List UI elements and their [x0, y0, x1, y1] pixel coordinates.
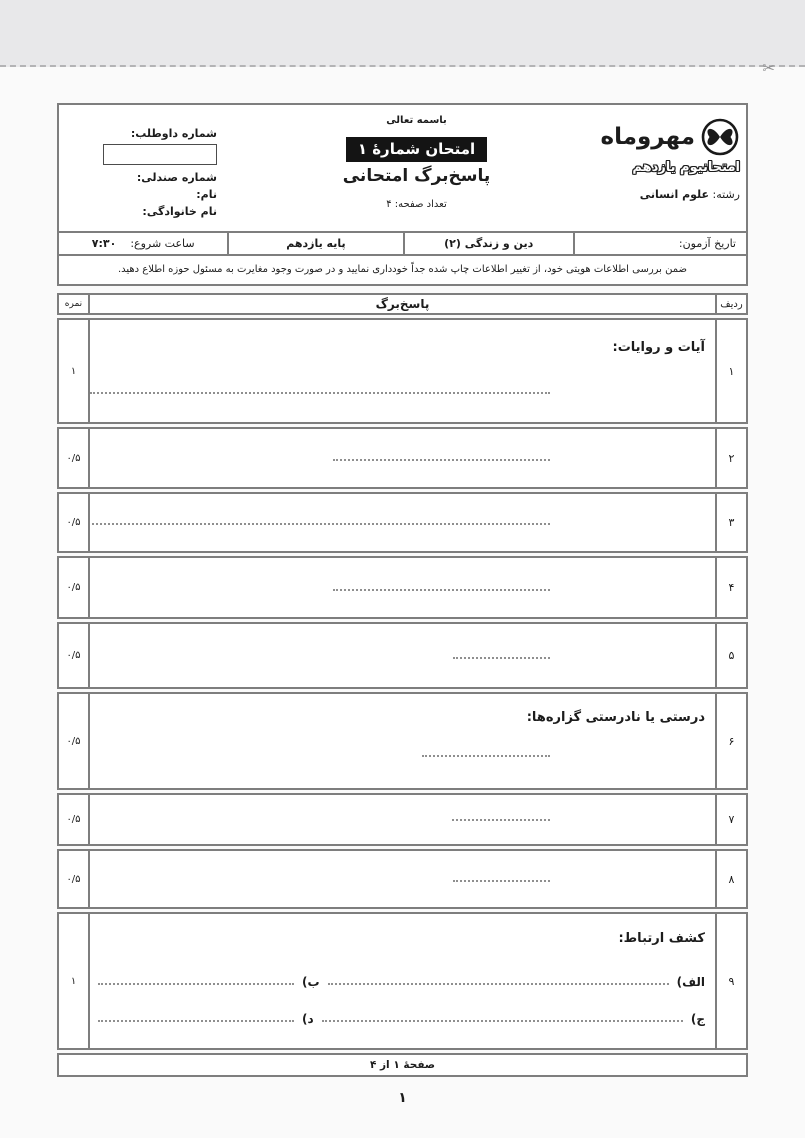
row-title: کشف ارتباط:	[618, 931, 705, 946]
row-score: ۱	[59, 320, 90, 422]
exam-number-badge: امتحان شمارۀ ۱	[346, 137, 487, 162]
index-column-header: ردیف	[715, 295, 746, 313]
student-fields	[59, 105, 287, 231]
candidate-number-input[interactable]	[103, 144, 217, 165]
row-index: ۸	[715, 851, 746, 907]
answer-line	[98, 983, 294, 985]
row-content	[90, 694, 715, 788]
answer-line	[322, 1020, 683, 1022]
last-name-label: نام خانوادگی:	[142, 205, 217, 218]
row-score: ۱	[59, 914, 90, 1048]
option-c-label: ج)	[690, 1012, 705, 1026]
butterfly-logo-icon	[700, 117, 740, 157]
answer-pair-line-1	[98, 973, 705, 991]
answer-row-4	[57, 556, 748, 619]
bismillah-text: باسمه تعالی	[386, 115, 447, 126]
page-count-text: تعداد صفحه: ۴	[386, 199, 447, 210]
row-score: ۰/۵	[59, 558, 90, 617]
row-index: ۷	[715, 795, 746, 844]
candidate-number-label: شماره داوطلب:	[130, 127, 217, 140]
brand-series: امتحانیوم یازدهم	[632, 160, 740, 175]
answer-row-3	[57, 492, 748, 553]
cut-strip	[0, 0, 805, 77]
start-time-value: ۷:۳۰	[91, 237, 117, 250]
row-index: ۳	[715, 494, 746, 551]
sheet-header	[57, 103, 748, 286]
row-score: ۰/۵	[59, 851, 90, 907]
answer-sheet	[57, 103, 748, 1077]
option-a-label: الف)	[676, 975, 705, 989]
score-column-header: نمره	[59, 295, 90, 313]
answer-row-5	[57, 622, 748, 689]
answer-line	[452, 819, 550, 821]
row-score: ۰/۵	[59, 795, 90, 844]
identity-notice: ضمن بررسی اطلاعات هویتی خود، از تغییر اطلاعات چاپ شده جداً خودداری نمایید و در صورت وجود مغایرت به مسئول حوزه اطلاع دهید.	[117, 264, 688, 275]
option-b-label: ب)	[302, 975, 320, 989]
header-titles	[287, 105, 546, 231]
row-content	[90, 795, 715, 844]
answer-row-7	[57, 793, 748, 846]
row-content	[90, 851, 715, 907]
answer-sheet-title: پاسخ‌برگ امتحانی	[342, 166, 491, 186]
row-index: ۲	[715, 429, 746, 487]
row-index: ۱	[715, 320, 746, 422]
field-label: رشته:	[712, 188, 740, 201]
exam-date-cell: تاریخ آزمون:	[573, 233, 746, 254]
answer-line	[333, 459, 550, 461]
first-name-label: نام:	[196, 188, 217, 201]
start-time-cell	[59, 233, 227, 254]
answer-row-2	[57, 427, 748, 489]
row-content	[90, 624, 715, 687]
answer-line	[98, 1020, 294, 1022]
row-score: ۰/۵	[59, 694, 90, 788]
answer-row-6	[57, 692, 748, 790]
row-content	[90, 494, 715, 551]
answer-line	[90, 392, 550, 394]
subject-cell: دین و زندگی (۲)	[403, 233, 573, 254]
row-title: درستی یا نادرستی گزاره‌ها:	[526, 710, 705, 725]
start-time-label: ساعت شروع:	[130, 237, 195, 250]
row-index: ۶	[715, 694, 746, 788]
answer-column-header: پاسخ‌برگ	[375, 297, 430, 311]
header-main	[59, 105, 746, 231]
row-content	[90, 429, 715, 487]
row-title: آیات و روایات:	[612, 340, 705, 355]
answer-pair-line-2	[98, 1010, 705, 1028]
row-content	[90, 320, 715, 422]
field-of-study	[546, 188, 740, 201]
grade-cell: پایه یازدهم	[227, 233, 402, 254]
answer-row-1	[57, 318, 748, 424]
table-header	[57, 293, 748, 315]
answer-line	[422, 755, 550, 757]
scissors-icon: ✂	[762, 59, 775, 77]
sheet-footer: صفحۀ ۱ از ۴	[57, 1053, 748, 1077]
row-score: ۰/۵	[59, 624, 90, 687]
brand-block	[546, 105, 746, 231]
row-content	[90, 558, 715, 617]
answer-row-9	[57, 912, 748, 1050]
answer-line	[453, 880, 550, 882]
answer-line	[333, 589, 550, 591]
row-content	[90, 914, 715, 1048]
answer-line	[92, 523, 550, 525]
row-score: ۰/۵	[59, 494, 90, 551]
page-number: ۱	[398, 1090, 407, 1106]
seat-number-label: شماره صندلی:	[136, 171, 217, 184]
row-score: ۰/۵	[59, 429, 90, 487]
answer-line	[328, 983, 669, 985]
brand-name: مهروماه	[600, 124, 695, 150]
row-index: ۹	[715, 914, 746, 1048]
exam-info-row	[59, 231, 746, 256]
answer-row-8	[57, 849, 748, 909]
option-d-label: د)	[302, 1012, 314, 1026]
row-index: ۵	[715, 624, 746, 687]
brand-row	[546, 117, 740, 157]
field-value: علوم انسانی	[639, 188, 710, 201]
row-index: ۴	[715, 558, 746, 617]
answer-line	[453, 657, 550, 659]
